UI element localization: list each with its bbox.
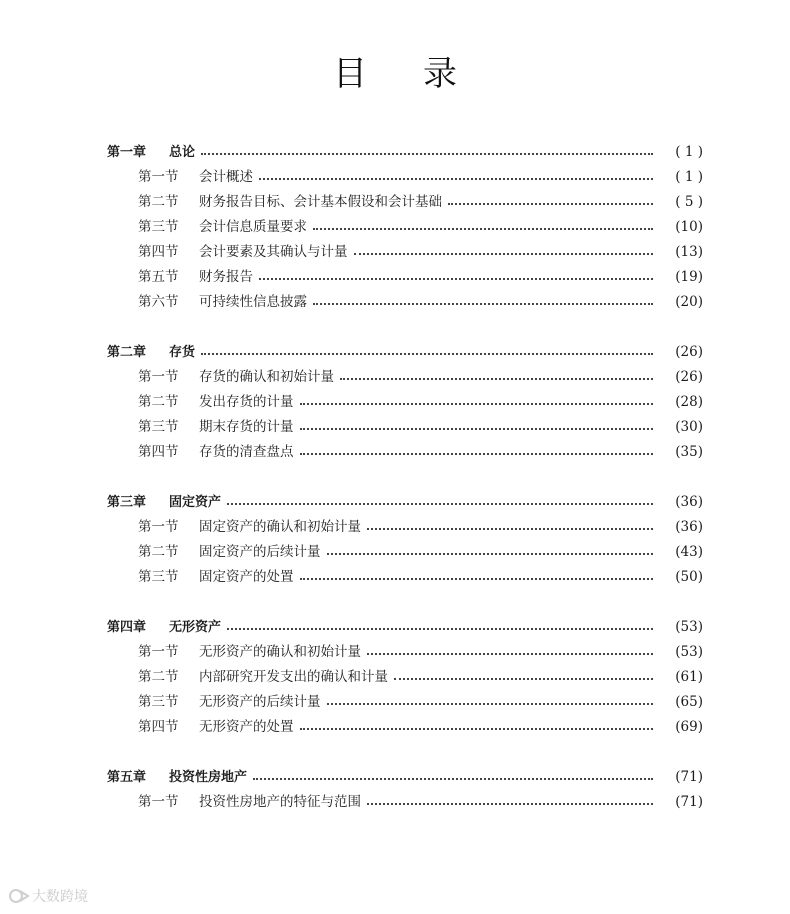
- section-number: 第二节: [138, 669, 179, 685]
- section-number: 第五节: [138, 269, 179, 285]
- page-number: (10): [675, 219, 703, 235]
- dot-leader: [448, 202, 653, 205]
- toc-section-row[interactable]: [107, 190, 703, 215]
- page-number: (53): [675, 644, 703, 660]
- section-title: 固定资产的后续计量: [199, 544, 321, 560]
- dot-leader: [300, 452, 654, 455]
- section-number: 第一节: [138, 519, 179, 535]
- dot-leader: [394, 677, 653, 680]
- toc-section-row[interactable]: [107, 440, 703, 465]
- chapter-title: 投资性房地产: [169, 770, 248, 785]
- section-number: 第一节: [138, 169, 179, 185]
- watermark: [8, 886, 88, 906]
- chapter-title: 无形资产: [169, 620, 222, 635]
- page-number: (43): [675, 544, 703, 560]
- section-title: 财务报告目标、会计基本假设和会计基础: [199, 194, 442, 210]
- toc-chapter-row[interactable]: [107, 340, 703, 365]
- dot-leader: [227, 627, 653, 630]
- section-title: 会计概述: [199, 169, 253, 185]
- toc-section-row[interactable]: [107, 215, 703, 240]
- section-title: 期末存货的计量: [199, 419, 294, 435]
- chapter-number: 第一章: [107, 145, 147, 160]
- dot-leader: [253, 777, 653, 780]
- dot-leader: [367, 802, 653, 805]
- dot-leader: [367, 527, 653, 530]
- page-number: ( 5 ): [675, 194, 703, 210]
- section-number: 第三节: [138, 219, 179, 235]
- section-title: 无形资产的处置: [199, 719, 294, 735]
- dot-leader: [300, 727, 654, 730]
- page-number: (13): [675, 244, 703, 260]
- toc-section-row[interactable]: [107, 715, 703, 740]
- toc-section-row[interactable]: [107, 390, 703, 415]
- section-number: 第三节: [138, 569, 179, 585]
- section-title: 存货的清查盘点: [199, 444, 294, 460]
- section-number: 第三节: [138, 694, 179, 710]
- toc-section-row[interactable]: [107, 265, 703, 290]
- toc-section-row[interactable]: [107, 790, 703, 815]
- page-number: (71): [675, 794, 703, 810]
- dot-leader: [313, 227, 653, 230]
- toc-chapter-row[interactable]: [107, 140, 703, 165]
- dot-leader: [300, 577, 654, 580]
- toc-section-row[interactable]: [107, 515, 703, 540]
- section-title: 无形资产的后续计量: [199, 694, 321, 710]
- page-number: ( 1 ): [675, 144, 703, 160]
- toc-section-row[interactable]: [107, 415, 703, 440]
- watermark-text: 大数跨境: [32, 889, 88, 905]
- chapter-block-2: [107, 340, 703, 465]
- section-number: 第二节: [138, 194, 179, 210]
- dot-leader: [327, 702, 654, 705]
- chapter-number: 第三章: [107, 495, 147, 510]
- page-number: (53): [675, 619, 703, 635]
- section-number: 第四节: [138, 244, 179, 260]
- section-number: 第三节: [138, 419, 179, 435]
- section-number: 第二节: [138, 394, 179, 410]
- page-number: (20): [675, 294, 703, 310]
- section-number: 第四节: [138, 719, 179, 735]
- dot-leader: [300, 427, 654, 430]
- section-title: 固定资产的处置: [199, 569, 294, 585]
- section-title: 固定资产的确认和初始计量: [199, 519, 361, 535]
- section-number: 第二节: [138, 544, 179, 560]
- title-char-2: 录: [423, 54, 457, 94]
- section-title: 会计信息质量要求: [199, 219, 307, 235]
- chapter-number: 第四章: [107, 620, 147, 635]
- dot-leader: [300, 402, 654, 405]
- section-title: 可持续性信息披露: [199, 294, 307, 310]
- watermark-logo-icon: [8, 887, 30, 905]
- page-number: (36): [675, 519, 703, 535]
- title-char-1: 目: [333, 54, 367, 94]
- toc-section-row[interactable]: [107, 690, 703, 715]
- toc-chapter-row[interactable]: [107, 615, 703, 640]
- dot-leader: [227, 502, 653, 505]
- chapter-title: 总论: [169, 145, 196, 160]
- chapter-title: 固定资产: [169, 495, 222, 510]
- page-number: (50): [675, 569, 703, 585]
- page-number: (65): [675, 694, 703, 710]
- section-title: 无形资产的确认和初始计量: [199, 644, 361, 660]
- section-title: 存货的确认和初始计量: [199, 369, 334, 385]
- section-title: 会计要素及其确认与计量: [199, 244, 348, 260]
- chapter-block-1: [107, 140, 703, 315]
- toc-section-row[interactable]: [107, 665, 703, 690]
- page-number: (30): [675, 419, 703, 435]
- toc-section-row[interactable]: [107, 290, 703, 315]
- chapter-number: 第二章: [107, 345, 147, 360]
- page-number: (28): [675, 394, 703, 410]
- toc-section-row[interactable]: [107, 240, 703, 265]
- chapter-number: 第五章: [107, 770, 147, 785]
- dot-leader: [313, 302, 653, 305]
- dot-leader: [201, 152, 653, 155]
- page-number: (36): [675, 494, 703, 510]
- page-number: (19): [675, 269, 703, 285]
- toc-section-row[interactable]: [107, 540, 703, 565]
- page-number: (26): [675, 369, 703, 385]
- section-number: 第四节: [138, 444, 179, 460]
- page-title: [0, 46, 790, 95]
- toc-section-row[interactable]: [107, 565, 703, 590]
- dot-leader: [259, 277, 653, 280]
- toc-section-row[interactable]: [107, 640, 703, 665]
- page-number: (69): [675, 719, 703, 735]
- dot-leader: [327, 552, 654, 555]
- section-title: 财务报告: [199, 269, 253, 285]
- chapter-block-4: [107, 615, 703, 740]
- chapter-block-5: [107, 765, 703, 815]
- page-number: (35): [675, 444, 703, 460]
- table-of-contents: [107, 140, 703, 840]
- toc-chapter-row[interactable]: [107, 765, 703, 790]
- toc-section-row[interactable]: [107, 365, 703, 390]
- section-title: 内部研究开发支出的确认和计量: [199, 669, 388, 685]
- page-number: (26): [675, 344, 703, 360]
- dot-leader: [259, 177, 653, 180]
- dot-leader: [340, 377, 653, 380]
- dot-leader: [367, 652, 653, 655]
- page-number: (61): [675, 669, 703, 685]
- section-title: 投资性房地产的特征与范围: [199, 794, 361, 810]
- toc-chapter-row[interactable]: [107, 490, 703, 515]
- toc-section-row[interactable]: [107, 165, 703, 190]
- section-title: 发出存货的计量: [199, 394, 294, 410]
- dot-leader: [201, 352, 653, 355]
- section-number: 第一节: [138, 794, 179, 810]
- section-number: 第六节: [138, 294, 179, 310]
- section-number: 第一节: [138, 369, 179, 385]
- page-number: (71): [675, 769, 703, 785]
- dot-leader: [354, 252, 654, 255]
- chapter-title: 存货: [169, 345, 196, 360]
- chapter-block-3: [107, 490, 703, 590]
- section-number: 第一节: [138, 644, 179, 660]
- page-number: ( 1 ): [675, 169, 703, 185]
